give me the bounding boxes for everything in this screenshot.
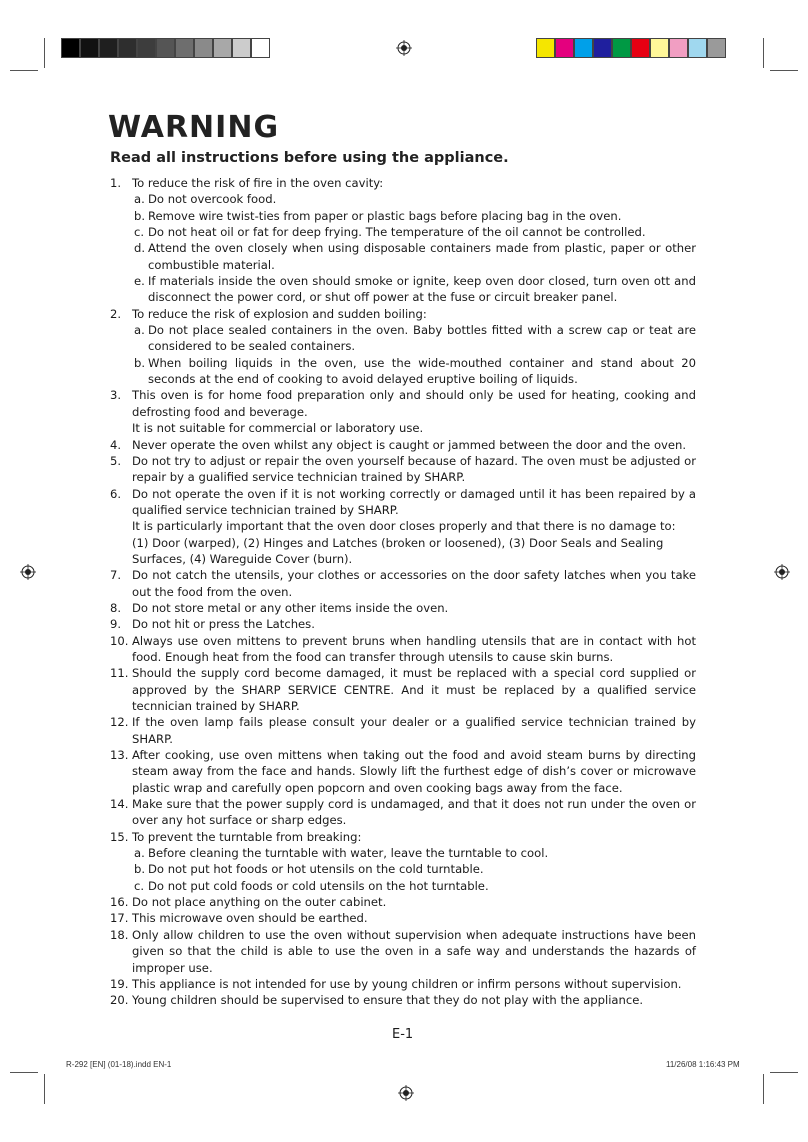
item-text: This microwave oven should be earthed. xyxy=(132,911,368,926)
registration-mark-icon xyxy=(774,564,790,580)
crop-mark xyxy=(770,1072,798,1073)
warning-item xyxy=(110,927,696,976)
color-swatch xyxy=(631,38,650,58)
item-number: 18. xyxy=(110,927,129,942)
item-text: Do not store metal or any other items inside the oven. xyxy=(132,600,449,615)
subitem-letter: a. xyxy=(134,323,145,338)
item-text: To reduce the risk of fire in the oven cavity: xyxy=(132,176,384,190)
color-swatch xyxy=(61,38,80,58)
warning-subitem xyxy=(110,191,696,207)
warning-subitem xyxy=(110,861,696,877)
color-swatch xyxy=(555,38,574,58)
color-swatch xyxy=(251,38,270,58)
warning-subitem xyxy=(110,878,696,894)
item-number: 10. xyxy=(110,633,129,648)
subitem-text: Attend the oven closely when using disposable containers made from plastic, paper or other combustible material. xyxy=(148,241,696,272)
item-text: To reduce the risk of explosion and sudden boiling: xyxy=(132,306,427,321)
color-swatch xyxy=(194,38,213,58)
color-swatch xyxy=(156,38,175,58)
subitem-letter: a. xyxy=(134,192,145,207)
warning-subitem xyxy=(110,273,696,306)
crop-mark xyxy=(10,1072,38,1073)
warning-subitem xyxy=(110,355,696,388)
subitem-letter: b. xyxy=(134,355,146,370)
color-swatch xyxy=(232,38,251,58)
subitem-text: Do not put cold foods or cold utensils on the hot turntable. xyxy=(148,878,489,893)
item-number: 17. xyxy=(110,911,129,926)
subitem-text: Remove wire twist-ties from paper or plastic bags before placing bag in the oven. xyxy=(148,208,622,223)
subitem-letter: d. xyxy=(134,241,146,256)
color-swatch xyxy=(536,38,555,58)
warning-subitem xyxy=(110,240,696,273)
warning-item xyxy=(110,714,696,747)
item-number: 1. xyxy=(110,176,122,190)
registration-mark-icon xyxy=(396,40,412,56)
item-number: 19. xyxy=(110,976,129,991)
item-text: Do not operate the oven if it is not working correctly or damaged until it has been repaired by a qualified service technician trained by SHARP. xyxy=(132,486,696,517)
page-number: E-1 xyxy=(392,1027,414,1042)
warning-item xyxy=(110,616,696,632)
item-number: 2. xyxy=(110,306,122,321)
item-number: 12. xyxy=(110,715,129,730)
crop-mark xyxy=(770,70,798,71)
item-text: Do not catch the utensils, your clothes or accessories on the door safety latches when you take out the food from the oven. xyxy=(132,568,696,599)
subitem-text: Do not place sealed containers in the oven. Baby bottles fitted with a screw cap or teat are considered to be sealed containers. xyxy=(148,323,696,354)
color-swatch xyxy=(688,38,707,58)
color-swatch xyxy=(612,38,631,58)
footer-file-info: R-292 [EN] (01-18).indd EN-1 xyxy=(66,1060,172,1069)
item-text: If the oven lamp fails please consult your dealer or a gualified service technician trained by SHARP. xyxy=(132,715,696,746)
warning-item xyxy=(110,175,696,191)
warning-item xyxy=(110,910,696,926)
warning-subitem xyxy=(110,224,696,240)
crop-mark xyxy=(44,38,45,68)
subitem-letter: b. xyxy=(134,208,146,223)
warning-item xyxy=(110,306,696,322)
warning-item xyxy=(110,992,696,1008)
warning-item xyxy=(110,453,696,486)
item-number: 16. xyxy=(110,895,129,910)
item-number: 8. xyxy=(110,600,122,615)
warning-item xyxy=(110,665,696,714)
warning-item xyxy=(110,894,696,910)
item-number: 6. xyxy=(110,486,122,501)
color-swatch xyxy=(80,38,99,58)
process-color-bar xyxy=(536,38,726,58)
color-swatch xyxy=(707,38,726,58)
item-text: Young children should be supervised to ensure that they do not play with the appliance. xyxy=(132,993,644,1008)
subitem-text: Before cleaning the turntable with water, leave the turntable to cool. xyxy=(148,846,549,861)
warning-subitem xyxy=(110,208,696,224)
color-swatch xyxy=(99,38,118,58)
warning-item xyxy=(110,567,696,600)
item-text: Do not hit or press the Latches. xyxy=(132,617,315,632)
item-note: It is not suitable for commercial or laboratory use. xyxy=(132,421,424,436)
page-title: WARNING xyxy=(108,110,280,145)
page-subtitle: Read all instructions before using the appliance. xyxy=(110,150,509,166)
warning-subitem xyxy=(110,322,696,355)
item-number: 14. xyxy=(110,797,129,812)
item-text: Never operate the oven whilst any object is caught or jammed between the door and the oven. xyxy=(132,437,687,452)
subitem-letter: a. xyxy=(134,846,145,861)
color-swatch xyxy=(213,38,232,58)
color-swatch xyxy=(574,38,593,58)
item-number: 7. xyxy=(110,568,122,583)
item-text: Do not try to adjust or repair the oven yourself because of hazard. The oven must be adjusted or repair by a gualified service technician trained by SHARP. xyxy=(132,453,696,485)
crop-mark xyxy=(763,38,764,68)
item-number: 20. xyxy=(110,993,129,1008)
item-text: Only allow children to use the oven without supervision when adequate instructions have been given so that the child is able to use the oven in a safe way and understands the hazards of improper use. xyxy=(132,927,696,975)
warning-item xyxy=(110,796,696,829)
registration-mark-icon xyxy=(398,1085,414,1101)
color-swatch xyxy=(118,38,137,58)
warning-item xyxy=(110,600,696,616)
item-text: This appliance is not intended for use by young children or infirm persons without supervision. xyxy=(132,976,682,991)
crop-mark xyxy=(44,1074,45,1104)
warning-item xyxy=(110,829,696,845)
subitem-text: If materials inside the oven should smoke or ignite, keep oven door closed, turn oven ott and disconnect the power cord, or shut off power at the fuse or circuit breaker panel. xyxy=(148,274,696,305)
warning-item xyxy=(110,486,696,519)
crop-mark xyxy=(10,70,38,71)
item-number: 9. xyxy=(110,617,122,632)
item-text: To prevent the turntable from breaking: xyxy=(132,829,362,844)
subitem-text: When boiling liquids in the oven, use the wide-mouthed container and stand about 20 seconds at the end of cooking to avoid delayed eruptive boiling of liquids. xyxy=(148,355,696,387)
item-number: 13. xyxy=(110,748,129,763)
footer-timestamp: 11/26/08 1:16:43 PM xyxy=(666,1060,740,1069)
item-number: 11. xyxy=(110,666,129,681)
subitem-letter: e. xyxy=(134,274,145,289)
color-swatch xyxy=(593,38,612,58)
item-text: Always use oven mittens to prevent bruns when handling utensils that are in contact with hot food. Enough heat from the food can transfer through utensils to cause skin burns. xyxy=(132,633,696,664)
registration-mark-icon xyxy=(20,564,36,580)
subitem-text: Do not put hot foods or hot utensils on the cold turntable. xyxy=(148,862,484,877)
item-note: It is particularly important that the oven door closes properly and that there is no damage to: xyxy=(132,519,676,534)
color-swatch xyxy=(669,38,688,58)
item-number: 15. xyxy=(110,829,129,844)
grayscale-color-bar xyxy=(61,38,270,58)
color-swatch xyxy=(175,38,194,58)
subitem-text: Do not overcook food. xyxy=(148,192,277,207)
crop-mark xyxy=(763,1074,764,1104)
item-text: After cooking, use oven mittens when taking out the food and avoid steam burns by directing steam away from the face and hands. Slowly lift the furthest edge of dish’s cover or microwave plastic wrap and carefully open popcorn and oven cooking bags away from the face. xyxy=(132,748,696,795)
item-text: Do not place anything on the outer cabinet. xyxy=(132,895,387,910)
color-swatch xyxy=(137,38,156,58)
warning-subitem xyxy=(110,845,696,861)
warning-item xyxy=(110,633,696,666)
warning-item xyxy=(110,437,696,453)
warning-list xyxy=(110,175,696,1009)
item-number: 5. xyxy=(110,453,122,468)
item-number: 3. xyxy=(110,388,122,403)
item-number: 4. xyxy=(110,437,122,452)
item-text: Make sure that the power supply cord is undamaged, and that it does not run under the oven or over any hot surface or sharp edges. xyxy=(132,797,696,828)
subitem-letter: c. xyxy=(134,878,145,893)
warning-item xyxy=(110,747,696,796)
item-text: This oven is for home food preparation only and should only be used for heating, cooking and defrosting food and beverage. xyxy=(132,388,696,419)
subitem-letter: c. xyxy=(134,225,145,240)
subitem-text: Do not heat oil or fat for deep frying. The temperature of the oil cannot be controlled. xyxy=(148,225,646,240)
subitem-letter: b. xyxy=(134,862,146,877)
color-swatch xyxy=(650,38,669,58)
warning-item xyxy=(110,976,696,992)
warning-item xyxy=(110,387,696,420)
item-text: Should the supply cord become damaged, it must be replaced with a special cord supplied or approved by the SHARP SERVICE CENTRE. And it must be replaced by a qualified service tecnnician trained by SHARP. xyxy=(132,666,696,713)
item-note: (1) Door (warped), (2) Hinges and Latches (broken or loosened), (3) Door Seals and Sealing Surfaces, (4) Wareguide Cover (burn). xyxy=(132,535,664,566)
